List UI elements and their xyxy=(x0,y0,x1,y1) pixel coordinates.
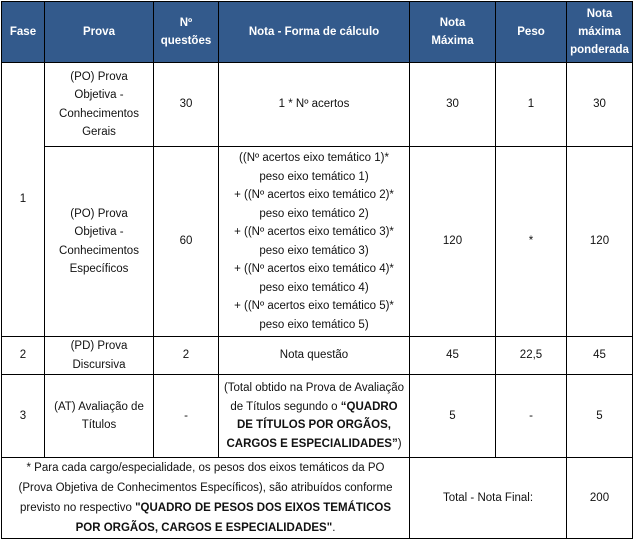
cell-nota-maxima: 120 xyxy=(410,147,496,337)
cell-nota-maxima: 30 xyxy=(410,63,496,147)
cell-questoes: 30 xyxy=(154,63,219,147)
cell-nota-ponderada: 30 xyxy=(567,63,633,147)
cell-formula: (Total obtido na Prova de Avaliação de Títulos segundo o “QUADRO DE TÍTULOS POR ORGÃOS, CARGOS E ESPECIALIDADES”) xyxy=(219,375,410,458)
cell-fase: 1 xyxy=(2,63,45,337)
header-fase: Fase xyxy=(2,2,45,63)
cell-prova: (PO) Prova Objetiva - Conhecimentos Específicos xyxy=(45,147,154,337)
footnote: * Para cada cargo/especialidade, os pesos dos eixos temáticos da PO (Prova Objetiva de Conhecimentos Específicos), são atribuídos conforme previsto no respectivo "QUADRO DE PESOS DOS EIXOS TEMÁTICOS POR ORGÃOS, CARGOS E ESPECIALIDADES". xyxy=(2,458,410,539)
header-row xyxy=(2,2,633,63)
cell-fase: 3 xyxy=(2,375,45,458)
cell-nota-maxima: 5 xyxy=(410,375,496,458)
cell-peso: - xyxy=(496,375,567,458)
cell-formula: 1 * Nº acertos xyxy=(219,63,410,147)
cell-prova: (AT) Avaliação de Títulos xyxy=(45,375,154,458)
cell-formula: ((Nº acertos eixo temático 1)* peso eixo temático 1) + ((Nº acertos eixo temático 2)* peso eixo temático 2) + ((Nº acertos eixo temático 3)* peso eixo temático 3) + ((Nº acertos eixo temático 4)* peso eixo temático 4) + ((Nº acertos eixo temático 5)* peso eixo temático 5) xyxy=(219,147,410,337)
header-peso: Peso xyxy=(496,2,567,63)
cell-prova: (PO) Prova Objetiva - Conhecimentos Gerais xyxy=(45,63,154,147)
table-row xyxy=(2,375,633,458)
cell-peso: * xyxy=(496,147,567,337)
cell-nota-ponderada: 45 xyxy=(567,337,633,375)
footer-row xyxy=(2,458,633,539)
cell-prova: (PD) Prova Discursiva xyxy=(45,337,154,375)
cell-nota-ponderada: 5 xyxy=(567,375,633,458)
cell-peso: 22,5 xyxy=(496,337,567,375)
table-row xyxy=(2,63,633,147)
header-formula: Nota - Forma de cálculo xyxy=(219,2,410,63)
cell-peso: 1 xyxy=(496,63,567,147)
header-nota-ponderada: Nota máxima ponderada xyxy=(567,2,633,63)
cell-questoes: - xyxy=(154,375,219,458)
scoring-table xyxy=(1,1,633,539)
table-row xyxy=(2,337,633,375)
cell-questoes: 2 xyxy=(154,337,219,375)
header-prova: Prova xyxy=(45,2,154,63)
cell-questoes: 60 xyxy=(154,147,219,337)
total-value: 200 xyxy=(567,458,633,539)
cell-nota-ponderada: 120 xyxy=(567,147,633,337)
cell-formula: Nota questão xyxy=(219,337,410,375)
header-questoes: Nº questões xyxy=(154,2,219,63)
total-label: Total - Nota Final: xyxy=(410,458,567,539)
cell-fase: 2 xyxy=(2,337,45,375)
cell-nota-maxima: 45 xyxy=(410,337,496,375)
table-row xyxy=(2,147,633,337)
header-nota-maxima: Nota Máxima xyxy=(410,2,496,63)
